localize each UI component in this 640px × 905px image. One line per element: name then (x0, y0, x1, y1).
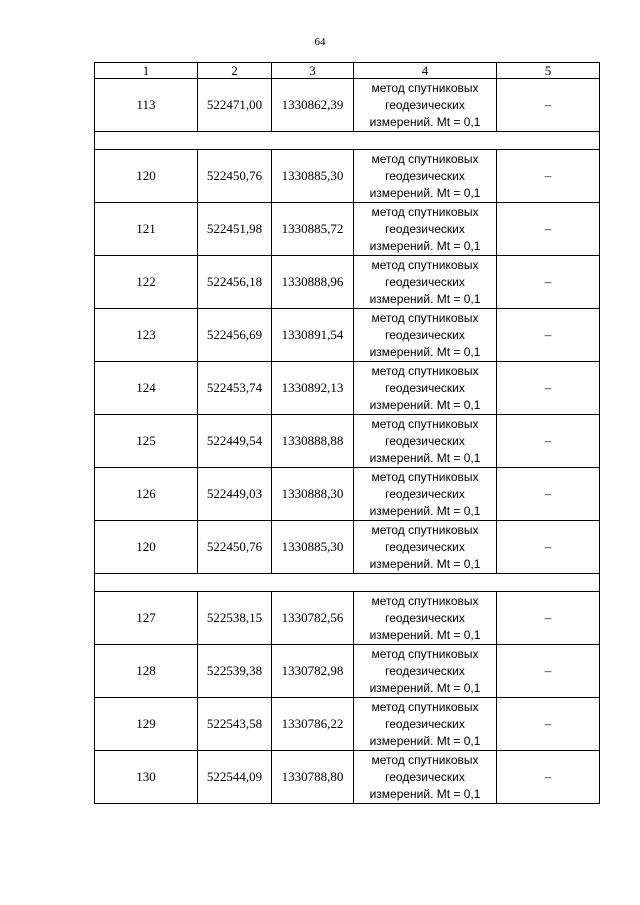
method-line: метод спутниковых (371, 257, 479, 272)
table-row (95, 645, 600, 698)
table-row (95, 415, 600, 468)
point-number-cell: 126 (95, 468, 198, 521)
method-line: измерений. Mt = 0,1 (369, 680, 481, 695)
note-cell: – (497, 309, 600, 362)
method-line: метод спутниковых (371, 204, 479, 219)
y-coordinate-cell: 1330888,30 (272, 468, 354, 521)
table-row (95, 468, 600, 521)
method-line: геодезических (385, 221, 465, 236)
x-coordinate-cell: 522544,09 (198, 751, 272, 804)
separator-cell (95, 132, 600, 150)
method-cell (354, 521, 497, 574)
note-cell: – (497, 698, 600, 751)
header-row (95, 63, 600, 79)
method-line: измерений. Mt = 0,1 (369, 185, 481, 200)
note-cell: – (497, 79, 600, 132)
y-coordinate-cell: 1330788,80 (272, 751, 354, 804)
method-line: геодезических (385, 663, 465, 678)
note-cell: – (497, 150, 600, 203)
y-coordinate-cell: 1330885,30 (272, 150, 354, 203)
y-coordinate-cell: 1330885,72 (272, 203, 354, 256)
method-line: геодезических (385, 486, 465, 501)
table-row (95, 256, 600, 309)
table-row (95, 751, 600, 804)
table-body (95, 79, 600, 804)
point-number-cell: 129 (95, 698, 198, 751)
method-cell (354, 203, 497, 256)
x-coordinate-cell: 522453,74 (198, 362, 272, 415)
note-cell: – (497, 592, 600, 645)
y-coordinate-cell: 1330885,30 (272, 521, 354, 574)
point-number-cell: 128 (95, 645, 198, 698)
note-cell: – (497, 521, 600, 574)
method-line: измерений. Mt = 0,1 (369, 291, 481, 306)
table-row (95, 79, 600, 132)
method-cell (354, 415, 497, 468)
method-line: измерений. Mt = 0,1 (369, 114, 481, 129)
x-coordinate-cell: 522450,76 (198, 521, 272, 574)
separator-cell (95, 574, 600, 592)
method-line: геодезических (385, 168, 465, 183)
header-cell-1: 1 (95, 63, 198, 79)
note-cell: – (497, 751, 600, 804)
y-coordinate-cell: 1330782,98 (272, 645, 354, 698)
method-line: метод спутниковых (371, 522, 479, 537)
separator-row (95, 132, 600, 150)
method-line: геодезических (385, 433, 465, 448)
method-line: метод спутниковых (371, 699, 479, 714)
method-line: геодезических (385, 97, 465, 112)
point-number-cell: 121 (95, 203, 198, 256)
method-line: метод спутниковых (371, 593, 479, 608)
method-line: измерений. Mt = 0,1 (369, 397, 481, 412)
y-coordinate-cell: 1330786,22 (272, 698, 354, 751)
x-coordinate-cell: 522456,18 (198, 256, 272, 309)
note-cell: – (497, 256, 600, 309)
x-coordinate-cell: 522456,69 (198, 309, 272, 362)
note-cell: – (497, 645, 600, 698)
method-line: метод спутниковых (371, 363, 479, 378)
y-coordinate-cell: 1330888,96 (272, 256, 354, 309)
x-coordinate-cell: 522449,03 (198, 468, 272, 521)
method-line: измерений. Mt = 0,1 (369, 627, 481, 642)
method-line: геодезических (385, 539, 465, 554)
note-cell: – (497, 203, 600, 256)
method-line: измерений. Mt = 0,1 (369, 450, 481, 465)
method-cell (354, 256, 497, 309)
y-coordinate-cell: 1330888,88 (272, 415, 354, 468)
point-number-cell: 120 (95, 150, 198, 203)
method-line: метод спутниковых (371, 151, 479, 166)
point-number-cell: 124 (95, 362, 198, 415)
y-coordinate-cell: 1330782,56 (272, 592, 354, 645)
method-line: измерений. Mt = 0,1 (369, 344, 481, 359)
method-line: геодезических (385, 769, 465, 784)
x-coordinate-cell: 522450,76 (198, 150, 272, 203)
method-cell (354, 751, 497, 804)
method-line: метод спутниковых (371, 416, 479, 431)
method-line: измерений. Mt = 0,1 (369, 503, 481, 518)
header-cell-3: 3 (272, 63, 354, 79)
x-coordinate-cell: 522543,58 (198, 698, 272, 751)
point-number-cell: 123 (95, 309, 198, 362)
table-row (95, 592, 600, 645)
point-number-cell: 122 (95, 256, 198, 309)
method-line: геодезических (385, 274, 465, 289)
table-row (95, 521, 600, 574)
coordinates-table (94, 62, 600, 804)
table-row (95, 309, 600, 362)
method-line: геодезических (385, 610, 465, 625)
method-cell (354, 645, 497, 698)
separator-row (95, 574, 600, 592)
table-header (95, 63, 600, 79)
y-coordinate-cell: 1330862,39 (272, 79, 354, 132)
x-coordinate-cell: 522471,00 (198, 79, 272, 132)
point-number-cell: 120 (95, 521, 198, 574)
method-cell (354, 79, 497, 132)
method-line: геодезических (385, 380, 465, 395)
point-number-cell: 130 (95, 751, 198, 804)
y-coordinate-cell: 1330891,54 (272, 309, 354, 362)
method-cell (354, 150, 497, 203)
table-row (95, 150, 600, 203)
method-line: измерений. Mt = 0,1 (369, 786, 481, 801)
x-coordinate-cell: 522449,54 (198, 415, 272, 468)
table-row (95, 362, 600, 415)
method-line: геодезических (385, 716, 465, 731)
x-coordinate-cell: 522539,38 (198, 645, 272, 698)
method-cell (354, 309, 497, 362)
method-cell (354, 468, 497, 521)
note-cell: – (497, 415, 600, 468)
method-line: геодезических (385, 327, 465, 342)
method-cell (354, 362, 497, 415)
x-coordinate-cell: 522451,98 (198, 203, 272, 256)
method-line: измерений. Mt = 0,1 (369, 733, 481, 748)
method-line: метод спутниковых (371, 752, 479, 767)
method-line: метод спутниковых (371, 646, 479, 661)
y-coordinate-cell: 1330892,13 (272, 362, 354, 415)
header-cell-5: 5 (497, 63, 600, 79)
page-number: 64 (314, 36, 326, 48)
method-line: измерений. Mt = 0,1 (369, 556, 481, 571)
header-cell-2: 2 (198, 63, 272, 79)
point-number-cell: 113 (95, 79, 198, 132)
table-row (95, 698, 600, 751)
note-cell: – (497, 468, 600, 521)
method-cell (354, 698, 497, 751)
method-line: метод спутниковых (371, 469, 479, 484)
method-cell (354, 592, 497, 645)
method-line: метод спутниковых (371, 80, 479, 95)
point-number-cell: 125 (95, 415, 198, 468)
method-line: измерений. Mt = 0,1 (369, 238, 481, 253)
point-number-cell: 127 (95, 592, 198, 645)
method-line: метод спутниковых (371, 310, 479, 325)
table-row (95, 203, 600, 256)
note-cell: – (497, 362, 600, 415)
x-coordinate-cell: 522538,15 (198, 592, 272, 645)
header-cell-4: 4 (354, 63, 497, 79)
